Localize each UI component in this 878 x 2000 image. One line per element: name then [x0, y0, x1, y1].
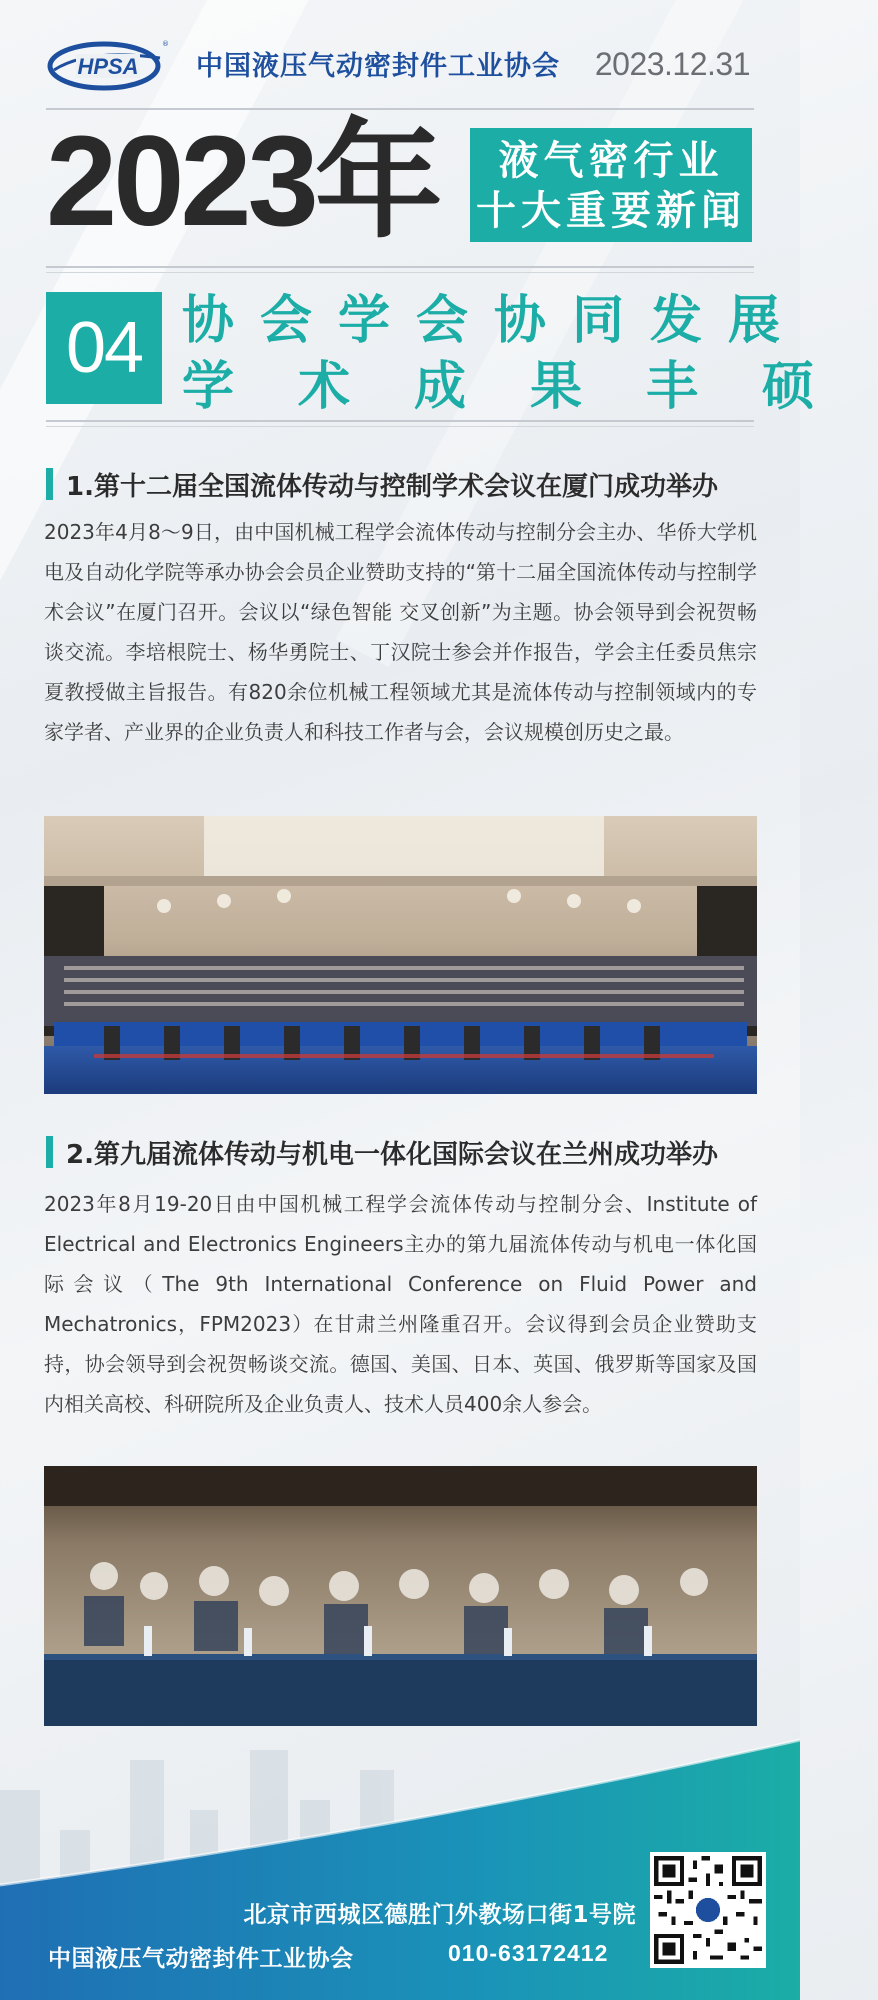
hpsa-logo-icon — [48, 38, 169, 94]
divider — [46, 272, 754, 273]
footer-address: 北京市西城区德胜门外教场口街1号院 — [243, 1902, 636, 1928]
hero-tag-line2: 十大重要新闻 — [476, 188, 746, 234]
conference-hall-photo — [44, 816, 757, 1094]
divider — [46, 420, 754, 422]
svg-text:®: ® — [162, 40, 169, 48]
topic-number: 04 — [46, 292, 162, 404]
divider — [46, 426, 754, 427]
section-1-title: 1.第十二届全国流体传动与控制学术会议在厦门成功举办 — [46, 466, 718, 503]
topic-title — [182, 288, 878, 420]
footer-phone: 010-63172412 — [448, 1940, 609, 1966]
qr-code[interactable] — [650, 1852, 766, 1968]
section-1-body: 2023年4月8～9日，由中国机械工程学会流体传动与控制分会主办、华侨大学机电及自动化学院等承办协会会员企业赞助支持的“第十二届全国流体传动与控制学术会议”在厦门召开。会议以“绿色智能 交叉创新”为主题。协会领导到会祝贺畅谈交流。李培根院士、杨华勇院士、丁汉院士参会并作报告，学会主任委员焦宗夏教授做主旨报告。有820余位机械工程领域尤其是流体传动与控制领域内的专家学者、产业界的企业负责人和科技工作者与会，会议规模创历史之最。 — [44, 520, 757, 744]
qr-code-icon — [654, 1856, 762, 1964]
hero-tag-box — [470, 128, 752, 242]
divider — [46, 266, 754, 268]
section-2-body: 2023年8月19-20日由中国机械工程学会流体传动与控制分会、Institute of Electrical and Electronics Engineers主办的第九届流体传动与机电一体化国际会议（The 9th International Conference on Fluid Power and Mechatronics，FPM2023）在甘肃兰州隆重召开。会议得到会员企业赞助支持，协会领导到会祝贺畅谈交流。德国、美国、日本、英国、俄罗斯等国家及国内相关高校、科研院所及企业负责人、技术人员400余人参会。 — [44, 1192, 757, 1416]
topic-title-line2: 学术成果丰硕 — [182, 357, 878, 417]
hero-year: 2023年 — [46, 110, 439, 253]
section-2-title: 2.第九届流体传动与机电一体化国际会议在兰州成功举办 — [46, 1134, 718, 1171]
footer-org-name: 中国液压气动密封件工业协会 — [48, 1946, 354, 1972]
conference-audience-photo — [44, 1466, 757, 1726]
hero-tag-line1: 液气密行业 — [498, 138, 724, 184]
svg-text:HPSA: HPSA — [77, 54, 139, 79]
topic-title-line1: 协会学会协同发展 — [182, 291, 807, 351]
header-date: 2023.12.31 — [594, 46, 750, 82]
header-org-name: 中国液压气动密封件工业协会 — [196, 51, 560, 82]
